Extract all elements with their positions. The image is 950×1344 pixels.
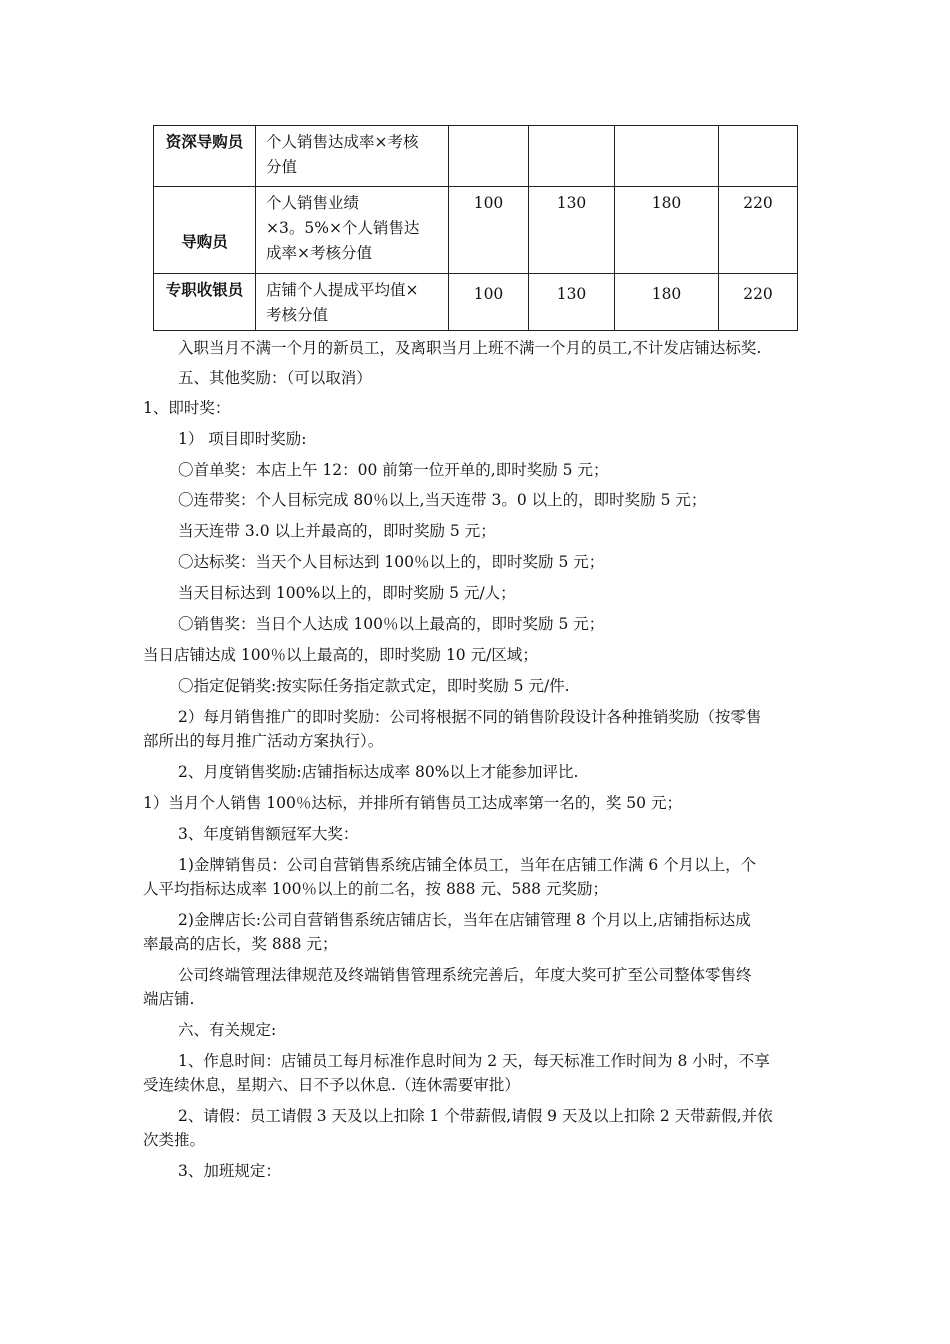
paragraph: 2、请假：员工请假 3 天及以上扣除 1 个带薪假,请假 9 天及以上扣除 2 天带薪假,并依 [178,1107,773,1125]
paragraph: 公司终端管理法律规范及终端销售管理系统完善后，年度大奖可扩至公司整体零售终 [178,966,752,984]
paragraph: 〇连带奖：个人目标完成 80％以上,当天连带 3。0 以上的，即时奖励 5 元； [178,491,707,509]
paragraph: 1） 项目即时奖励: [178,430,307,448]
formula-line: 店铺个人提成平均值× [266,281,419,299]
paragraph: 〇首单奖：本店上午 12：00 前第一位开单的,即时奖励 5 元； [178,461,609,479]
value-cell [615,126,719,187]
formula-line: 考核分值 [266,306,329,324]
paragraph: 2)金牌店长:公司自营销售系统店铺店长，当年在店铺管理 8 个月以上,店铺指标达成 [178,911,751,929]
formula-line: 个人销售达成率×考核 [266,133,419,151]
value-cell: 100 [449,187,529,274]
value-cell: 220 [719,187,798,274]
value-cell: 100 [449,274,529,331]
formula-cell [256,274,449,331]
formula-cell [256,126,449,187]
subsection-heading: 3、年度销售额冠军大奖： [178,825,359,843]
value-cell [719,126,798,187]
paragraph: 端店铺. [143,990,195,1008]
formula-line: 成率×考核分值 [266,244,372,262]
section-heading: 五、其他奖励：（可以取消） [178,369,372,387]
paragraph: 当天目标达到 100%以上的，即时奖励 5 元/人； [178,584,516,602]
paragraph: 率最高的店长，奖 888 元； [143,935,338,953]
paragraph: 当日店铺达成 100％以上最高的，即时奖励 10 元/区域； [143,646,538,664]
paragraph: 部所出的每月推广活动方案执行）。 [143,732,384,750]
paragraph: 1)金牌销售员：公司自营销售系统店铺全体员工，当年在店铺工作满 6 个月以上，个 [178,856,757,874]
table-row [154,274,798,331]
paragraph: 2）每月销售推广的即时奖励：公司将根据不同的销售阶段设计各种推销奖励（按零售 [178,708,762,726]
value-cell: 220 [719,274,798,331]
paragraph: 当天连带 3.0 以上并最高的，即时奖励 5 元； [178,522,496,540]
paragraph: 〇销售奖：当日个人达成 100％以上最高的，即时奖励 5 元； [178,615,605,633]
formula-line: 个人销售业绩 [266,194,360,212]
role-cell: 专职收银员 [154,274,256,331]
formula-cell [256,187,449,274]
value-cell: 130 [529,274,615,331]
subsection-heading: 3、加班规定： [178,1162,281,1180]
value-cell: 180 [615,187,719,274]
paragraph: 1、作息时间：店铺员工每月标准作息时间为 2 天，每天标准工作时间为 8 小时，不享 [178,1052,770,1070]
formula-line: ×3。5%×个人销售达 [266,219,420,237]
table-row [154,187,798,274]
formula-line: 分值 [266,158,298,176]
role-cell: 导购员 [154,187,256,274]
value-cell: 130 [529,187,615,274]
paragraph: 人平均指标达成率 100％以上的前二名，按 888 元、588 元奖励； [143,880,608,898]
paragraph: 〇达标奖：当天个人目标达到 100％以上的，即时奖励 5 元； [178,553,605,571]
paragraph: 次类推。 [143,1131,206,1149]
paragraph: 1）当月个人销售 100％达标，并排所有销售员工达成率第一名的，奖 50 元； [143,794,682,812]
paragraph: 受连续休息，星期六、日不予以休息.（连休需要审批） [143,1076,520,1094]
role-cell: 资深导购员 [154,126,256,187]
value-cell [449,126,529,187]
paragraph: 入职当月不满一个月的新员工，及离职当月上班不满一个月的员工,不计发店铺达标奖. [178,339,762,357]
section-heading: 六、有关规定: [178,1021,277,1039]
reward-table [153,125,798,331]
value-cell [529,126,615,187]
subsection-heading: 1、即时奖： [143,399,231,417]
paragraph: 〇指定促销奖:按实际任务指定款式定，即时奖励 5 元/件. [178,677,570,695]
value-cell: 180 [615,274,719,331]
paragraph: 2、月度销售奖励:店铺指标达成率 80%以上才能参加评比. [178,763,579,781]
table-row [154,126,798,187]
